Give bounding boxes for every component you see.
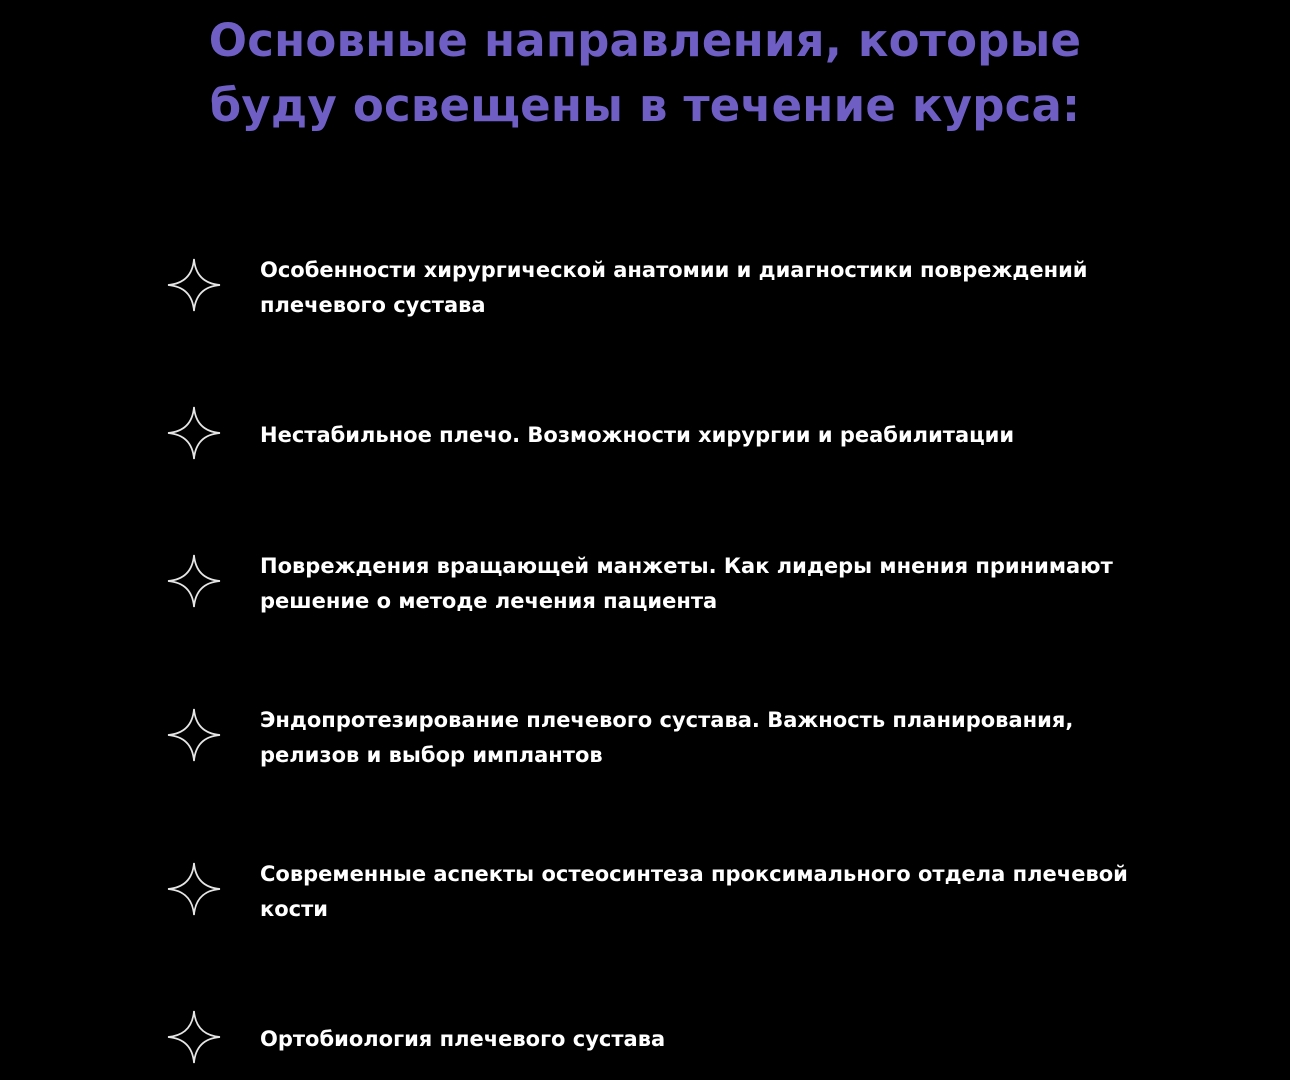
sparkle-icon (167, 1010, 221, 1064)
list-item-text: Нестабильное плечо. Возможности хирургии и реабилитации (260, 423, 1015, 447)
list-item-text: Повреждения вращающей манжеты. Как лидеры мнения принимают решение о методе лечения пациента (260, 554, 1113, 613)
sparkle-icon (167, 258, 221, 312)
list-item-text: Особенности хирургической анатомии и диагностики повреждений плечевого сустава (260, 258, 1088, 317)
list-item-text: Ортобиология плечевого сустава (260, 1027, 666, 1051)
sparkle-icon (167, 708, 221, 762)
sparkle-icon (167, 862, 221, 916)
list-item-text: Современные аспекты остеосинтеза проксимального отдела плечевой кости (260, 862, 1128, 921)
sparkle-icon (167, 406, 221, 460)
list-item-text: Эндопротезирование плечевого сустава. Важность планирования, релизов и выбор имплантов (260, 708, 1074, 767)
sparkle-icon (167, 554, 221, 608)
page-title-line-2: буду освещены в течение курса: (209, 79, 1081, 132)
page-title-line-1: Основные направления, которые (208, 14, 1082, 67)
